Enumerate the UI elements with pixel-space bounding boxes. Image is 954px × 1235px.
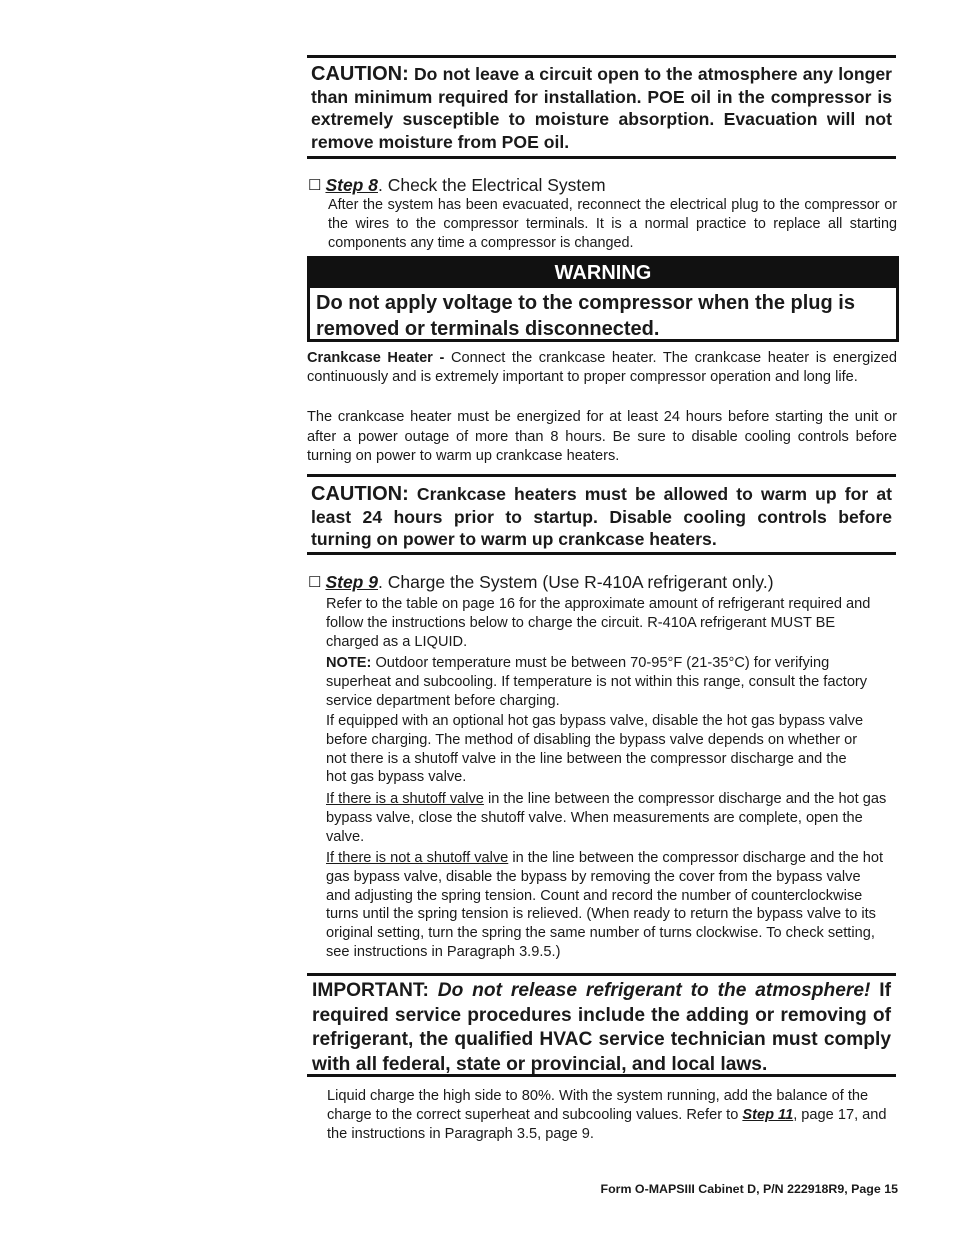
caution-box-evacuation bbox=[307, 55, 896, 159]
step-8-title: . Check the Electrical System bbox=[377, 175, 606, 195]
checkbox-icon: ☐ bbox=[308, 177, 322, 194]
crankcase-text: Connect the crankcase heater. The crankcase heater is energized continuously and is extremely important to proper compressor operation and long life. bbox=[307, 350, 897, 385]
caution-text-2 bbox=[307, 483, 896, 551]
liquid-text-1: Liquid charge the high side to 80%. With the system running, add the balance of the charge to the correct superheat and subcooling values. Refer to bbox=[327, 1088, 869, 1123]
step-8-heading bbox=[308, 174, 606, 198]
step-9-paragraph-5 bbox=[326, 849, 886, 962]
note-text: Outdoor temperature must be between 70-95°F (21-35°C) for verifying superheat and subcooling. If temperature is not within this range, consult the factory service department before charging. bbox=[326, 655, 868, 709]
important-italic: Do not release refrigerant to the atmosphere! bbox=[428, 980, 871, 1001]
step-9-paragraph-4 bbox=[326, 790, 894, 846]
step-9-note bbox=[326, 654, 871, 710]
step-9-label: Step 9 bbox=[325, 572, 378, 592]
warning-box bbox=[307, 256, 899, 342]
step-9-paragraph-1: Refer to the table on page 16 for the approximate amount of refrigerant required and follow the instructions below to charge the circuit. R-410A refrigerant MUST BE charged as a LIQUID. bbox=[326, 596, 871, 650]
caution-body-2: Crankcase heaters must be allowed to warm up for at least 24 hours prior to startup. Disable cooling controls before turning on power to warm up crankcase heaters. bbox=[311, 484, 892, 549]
step-8-body: After the system has been evacuated, reconnect the electrical plug to the compressor or the wires to the compressor terminals. It is a normal practice to replace all starting components any time a compressor is changed. bbox=[328, 197, 897, 251]
caution-text bbox=[307, 63, 896, 153]
liquid-charge-paragraph bbox=[327, 1087, 899, 1143]
caution-label: CAUTION: bbox=[311, 63, 409, 85]
checkbox-icon: ☐ bbox=[308, 574, 322, 591]
shutoff-valve-link-text: If there is a shutoff valve bbox=[326, 791, 484, 807]
page-footer: Form O-MAPSIII Cabinet D, P/N 222918R9, Page 15 bbox=[600, 1182, 898, 1196]
step-8-label: Step 8 bbox=[325, 175, 378, 195]
important-label: IMPORTANT: bbox=[312, 980, 429, 1001]
important-text bbox=[307, 979, 896, 1077]
crankcase-paragraph bbox=[307, 349, 897, 387]
caution-body: Do not leave a circuit open to the atmosphere any longer than minimum required for installation. POE oil in the compressor is extremely susceptible to moisture absorption. Evacuation will not remove moisture from POE oil. bbox=[311, 64, 892, 152]
step-11-reference: Step 11 bbox=[742, 1106, 794, 1123]
important-body: If required service procedures include the adding or removing of refrigerant, the qualified HVAC service technician must comply with all federal, state or provincial, and local laws. bbox=[312, 980, 891, 1075]
important-box bbox=[307, 973, 896, 1077]
step-9-heading bbox=[308, 571, 774, 595]
step-9-title: . Charge the System (Use R-410A refrigerant only.) bbox=[377, 572, 774, 592]
no-shutoff-valve-link-text: If there is not a shutoff valve bbox=[326, 850, 509, 866]
note-label: NOTE: bbox=[326, 655, 372, 671]
step-9-paragraph-3: If equipped with an optional hot gas bypass valve, disable the hot gas bypass valve before charging. The method of disabling the bypass valve depends on whether or not there is a shutoff valve in the line between the compressor discharge and the hot gas bypass valve. bbox=[326, 713, 864, 786]
caution-box-crankcase bbox=[307, 474, 896, 555]
crankcase-paragraph-2: The crankcase heater must be energized for at least 24 hours before starting the unit or after a power outage of more than 8 hours. Be sure to disable cooling controls before turning on power to warm up crankcase heaters. bbox=[307, 409, 897, 464]
warning-heading: WARNING bbox=[310, 259, 896, 288]
liquid-text-2: , page 17, and the instructions in Paragraph 3.5, page 9. bbox=[327, 1106, 887, 1142]
paragraph-5-text: in the line between the compressor discharge and the hot gas bypass valve, disable the bypass by removing the cover from the bypass valve and adjusting the spring tension. Count and record the number of counterclockwise turns until the spring tension is relieved. (When ready to return the bypass valve to its original setting, turn the spring the same number of turns clockwise. To check setting, see instructions in Paragraph 3.9.5.) bbox=[326, 850, 884, 960]
warning-text: Do not apply voltage to the compressor when the plug is removed or terminals disconnected. bbox=[316, 292, 855, 340]
caution-label-2: CAUTION: bbox=[311, 483, 409, 505]
crankcase-label: Crankcase Heater - bbox=[307, 350, 445, 366]
paragraph-4-text: in the line between the compressor discharge and the hot gas bypass valve, close the shutoff valve. When measurements are complete, open the valve. bbox=[326, 791, 887, 845]
